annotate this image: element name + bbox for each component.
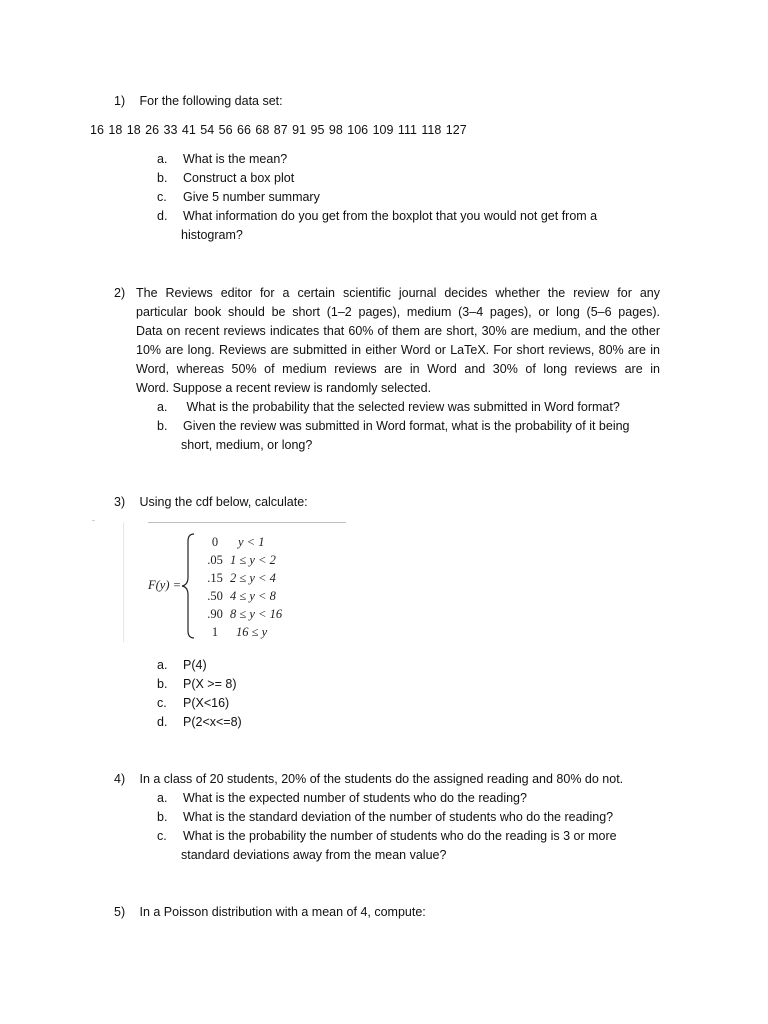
item-continuation: standard deviations away from the mean value? — [181, 848, 447, 862]
item-text: Give 5 number summary — [183, 190, 320, 204]
question-2-line: Word. Suppose a recent review is randomly selected. — [136, 381, 432, 395]
question-5-heading — [114, 905, 426, 919]
item-label: c. — [157, 696, 167, 710]
left-brace — [181, 533, 197, 639]
list-item — [157, 419, 630, 433]
item-text: What information do you get from the boxplot that you would not get from a — [183, 209, 598, 223]
item-label: b. — [157, 810, 168, 824]
cdf-row — [198, 607, 348, 625]
item-text: What is the probability that the selected review was submitted in Word format? — [183, 400, 620, 414]
question-prompt: Using the cdf below, calculate: — [139, 495, 308, 509]
item-label: d. — [157, 209, 168, 223]
item-text: What is the expected number of students who do the reading? — [183, 791, 527, 805]
cdf-row — [198, 589, 348, 607]
figure-left-rule — [123, 522, 124, 642]
cdf-condition: 16 ≤ y — [236, 625, 268, 639]
item-text: P(X >= 8) — [183, 677, 237, 691]
item-continuation: short, medium, or long? — [181, 438, 313, 452]
item-label: c. — [157, 190, 167, 204]
list-item — [157, 715, 242, 729]
item-text: P(2<x<=8) — [183, 715, 242, 729]
item-text: Given the review was submitted in Word format, what is the probability of it being — [183, 419, 630, 433]
item-text: P(4) — [183, 658, 207, 672]
item-label: b. — [157, 677, 168, 691]
figure-edge-mark — [92, 520, 95, 521]
cdf-function-label: F(y) = — [148, 578, 182, 592]
cdf-row — [198, 535, 348, 553]
list-item — [157, 677, 237, 691]
list-item — [157, 658, 207, 672]
item-label: a. — [157, 400, 168, 414]
item-label: a. — [157, 791, 168, 805]
list-item — [157, 190, 320, 204]
list-item — [157, 152, 287, 166]
question-1-heading — [114, 94, 283, 108]
question-2-number: 2) — [114, 286, 126, 300]
question-2-line: The Reviews editor for a certain scientific journal decides whether the review for any — [136, 286, 660, 300]
item-text: What is the probability the number of students who do the reading is 3 or more — [183, 829, 617, 843]
item-label: a. — [157, 152, 168, 166]
item-label: a. — [157, 658, 168, 672]
cdf-condition: y < 1 — [238, 535, 265, 549]
cdf-value: 1 — [211, 625, 219, 639]
data-set-line: 16 18 18 26 33 41 54 56 66 68 87 91 95 98 106 109 111 118 127 — [90, 123, 467, 137]
list-item — [157, 400, 620, 414]
list-item — [157, 696, 229, 710]
cdf-condition: 8 ≤ y < 16 — [230, 607, 283, 621]
cdf-condition: 4 ≤ y < 8 — [230, 589, 276, 603]
cdf-value: .05 — [207, 553, 223, 567]
item-text: What is the standard deviation of the number of students who do the reading? — [183, 810, 614, 824]
cdf-value: .15 — [207, 571, 223, 585]
item-text: What is the mean? — [183, 152, 288, 166]
question-number: 4) — [114, 772, 126, 786]
cdf-value: .90 — [207, 607, 223, 621]
cdf-value: 0 — [211, 535, 219, 549]
question-number: 5) — [114, 905, 126, 919]
question-3-heading — [114, 495, 308, 509]
question-prompt: In a class of 20 students, 20% of the students do the assigned reading and 80% do not. — [139, 772, 624, 786]
cdf-row — [198, 571, 348, 589]
item-label: b. — [157, 419, 168, 433]
list-item — [157, 171, 294, 185]
question-2-line: Data on recent reviews indicates that 60% of them are short, 30% are medium, and the other — [136, 324, 660, 338]
list-item — [157, 791, 527, 805]
item-continuation: histogram? — [181, 228, 243, 242]
question-2-line: Word, whereas 50% of medium reviews are in Word and 30% of long reviews are in — [136, 362, 660, 376]
question-2-line: particular book should be short (1–2 pages), medium (3–4 pages), or long (5–6 pages). — [136, 305, 660, 319]
item-text: Construct a box plot — [183, 171, 295, 185]
figure-top-rule — [148, 522, 346, 523]
question-4-heading — [114, 772, 623, 786]
cdf-row — [198, 553, 348, 571]
question-prompt: For the following data set: — [139, 94, 283, 108]
cdf-table — [123, 520, 347, 644]
list-item — [157, 810, 613, 824]
cdf-value: .50 — [207, 589, 223, 603]
item-label: b. — [157, 171, 168, 185]
list-item — [157, 829, 617, 843]
item-text: P(X<16) — [183, 696, 230, 710]
question-2-line: 10% are long. Reviews are submitted in either Word or LaTeX. For short reviews, 80% are in — [136, 343, 660, 357]
cdf-condition: 2 ≤ y < 4 — [230, 571, 276, 585]
question-prompt: In a Poisson distribution with a mean of 4, compute: — [139, 905, 426, 919]
cdf-condition: 1 ≤ y < 2 — [230, 553, 276, 567]
question-number: 1) — [114, 94, 126, 108]
cdf-row — [198, 625, 348, 643]
question-number: 3) — [114, 495, 126, 509]
list-item — [157, 209, 597, 223]
item-label: c. — [157, 829, 167, 843]
item-label: d. — [157, 715, 168, 729]
